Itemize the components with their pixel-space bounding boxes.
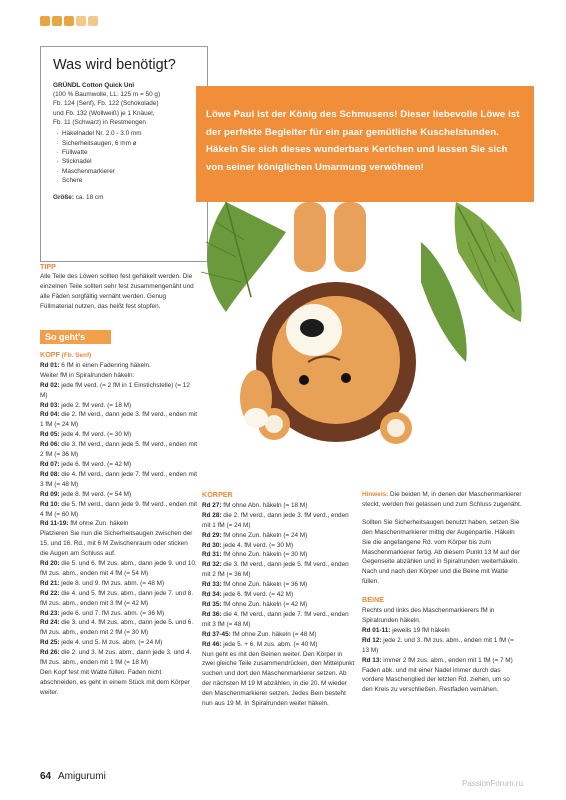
yarn-line: Fb. 124 (Senf), Fb. 122 (Schokolade) xyxy=(53,100,159,108)
magazine-name: Amigurumi xyxy=(58,771,106,782)
materials-list xyxy=(53,129,197,185)
header-tab xyxy=(64,16,74,26)
instruction-row: Rd 02: jede fM verd. (= 2 fM in 1 Einstichstelle) (= 12 M) xyxy=(40,381,190,399)
instruction-row: Rd 01: 6 fM in einen Fadenring häkeln. xyxy=(40,361,151,369)
instruction-row: Rd 30: jede 4. fM verd. (= 30 M) xyxy=(202,541,294,549)
header-tab xyxy=(88,16,98,26)
instruction-row: Rd 06: die 3. fM verd., dann jede 5. fM verd., enden mit 2 fM (= 36 M) xyxy=(40,441,198,459)
instruction-row: Weiter fM in Spiralrunden häkeln: xyxy=(40,371,135,379)
instruction-row: Rd 23: jede 6. und 7. fM zus. abm. (= 36 M) xyxy=(40,609,165,617)
size-label: Größe: xyxy=(53,193,74,201)
header-tab xyxy=(52,16,62,26)
materials-title: Was wird benötigt? xyxy=(53,57,176,73)
instruction-row: Rd 27: fM ohne Abn. häkeln (= 18 M) xyxy=(202,501,308,509)
instruction-row: Faden abk. und mit einer Nadel immer durch das vordere Maschenglied der letzten Rd. ziehen, um so den Kreis zu verschließen. Restfaden vernähen. xyxy=(362,666,510,694)
size-value: ca. 18 cm xyxy=(73,193,104,201)
instruction-row: Rd 04: die 2. fM verd., dann jede 3. fM verd., enden mit 1 fM (= 24 M) xyxy=(40,411,198,429)
instruction-row: Rd 10: die 5. fM verd., dann jede 9. fM verd., enden mit 4 fM (= 60 M) xyxy=(40,500,198,518)
materials-box xyxy=(40,46,208,262)
instruction-row: Rechts und links des Maschenmarkierers fM in Spiralrunden häkeln. xyxy=(362,607,495,624)
instruction-row: Rd 21: jede 8. und 9. fM zus. abm. (= 48 M) xyxy=(40,579,165,587)
instruction-row: Rd 05: jede 4. fM verd. (= 30 M) xyxy=(40,431,132,439)
body-heading: KÖRPER xyxy=(202,490,233,499)
hint-text: Die beiden M, in denen der Maschenmarkierer steckt, werden frei gelassen und zum Schluss zugenäht. xyxy=(362,491,522,508)
tip-heading: TIPP xyxy=(40,262,56,271)
materials-item: · Häkelnadel Nr. 2.0 - 3.0 mm xyxy=(53,129,197,138)
instruction-row: Rd 34: jede 6. fM verd. (= 42 M) xyxy=(202,591,294,599)
materials-brand: GRÜNDL Cotton Quick Uni xyxy=(53,82,135,89)
column-body xyxy=(202,490,356,709)
paragraph: Sollten Sie Sicherheitsaugen benutzt haben, setzen Sie den Maschenmarkierer mittig der Augenpartie. Häkeln Sie die angefangene Rd. vom Körper bis zum Maschenmarkierer fertig. Ab diesem Punkt 13 M auf der Gegenseite abzählen und in Spiralrunden weiterhäkeln. Nach und nach den Körper und die Beine mit Watte füllen. xyxy=(362,518,521,586)
instruction-row: Rd 37-45: fM ohne Zun. häkeln (= 48 M) xyxy=(202,630,317,638)
column-head xyxy=(40,350,198,698)
column-legs xyxy=(362,490,522,695)
instruction-row: Rd 09: jede 8. fM verd. (= 54 M) xyxy=(40,490,132,498)
tip-text: Alle Teile des Löwen sollten fest gehäkelt werden. Die einzelnen Teile sollten sehr fest zusammengenäht und alle Fäden sorgfältig vernäht werden. Genug Füllmaterial nutzen, das heißt fest stopfen. xyxy=(40,273,194,310)
materials-item: · Maschenmarkierer xyxy=(53,167,197,176)
intro-banner xyxy=(196,86,534,202)
yarn-line: und Fb. 132 (Wollweiß) je 1 Knäuel, xyxy=(53,109,155,117)
size-info xyxy=(53,194,197,201)
instruction-row: Rd 13: immer 2 fM zus. abm., enden mit 1 fM (= 7 M) xyxy=(362,656,513,664)
instruction-row: Rd 25: jede 4. und 5. M zus. abm. (= 24 M) xyxy=(40,639,163,647)
header-tab xyxy=(40,16,50,26)
instruction-row: Rd 20: die 5. und 6. fM zus. abm., dann jede 9. und 10. fM zus. abm., enden mit 4 fM (= 54 M) xyxy=(40,560,197,577)
instruction-row: Rd 29: fM ohne Zun. häkeln (= 24 M) xyxy=(202,531,308,539)
instruction-row: Rd 31: fM ohne Zun. häkeln (= 30 M) xyxy=(202,551,308,559)
instruction-row: Rd 35: fM ohne Zun. häkeln (= 42 M) xyxy=(202,600,308,608)
materials-item: · Schere xyxy=(53,176,197,185)
leaf-icon xyxy=(201,202,286,312)
header-tabs xyxy=(40,16,98,26)
instruction-row: Rd 28: die 2. fM verd., dann jede 3. fM verd., enden mit 1 fM (= 24 M) xyxy=(202,511,349,529)
section-title: So geht's xyxy=(40,330,111,344)
yarn-line: Fb. 11 (Schwarz) in Restmengen xyxy=(53,118,146,126)
instruction-row: Rd 32: die 3. fM verd., dann jede 5. fM verd., enden mit 2 fM (= 36 M) xyxy=(202,561,349,579)
lion-eye xyxy=(341,373,351,383)
instruction-row: Rd 22: die 4. und 5. fM zus. abm., dann jede 7. und 8. fM zus. abm., enden mit 3 fM (= 42 M) xyxy=(40,589,194,607)
materials-item: · Sicherheitsaugen, 6 mm ø xyxy=(53,139,197,148)
lion-nose xyxy=(300,319,324,337)
intro-text: Löwe Paul ist der König des Schmusens! Dieser liebevolle Löwe ist der perfekte Begleiter für ein paar gemütliche Kuschelstunden. Häkeln Sie sich dieses wunderbare Kerlchen und lassen Sie sich von seiner königlichen Umarmung verwöhnen! xyxy=(206,109,520,173)
instruction-row: Rd 07: jede 6. fM verd. (= 42 M) xyxy=(40,460,132,468)
instruction-row: Rd 12: jede 2. und 3. fM zus. abm., enden mit 1 fM (= 13 M) xyxy=(362,636,514,654)
instruction-row: Rd 46: jede 5. + 6. M zus. abm. (= 40 M) xyxy=(202,640,318,648)
instruction-row: Rd 36: die 4. fM verd., dann jede 7. fM verd., enden mit 3 fM (= 48 M) xyxy=(202,610,349,628)
instruction-row: Den Kopf fest mit Watte füllen. Faden nicht abschneiden, es geht in einem Stück mit dem Körper weiter. xyxy=(40,669,190,696)
instruction-row: Rd 08: die 4. fM verd., dann jede 7. fM verd., enden mit 3 fM (= 48 M) xyxy=(40,470,198,488)
instruction-row: Rd 03: jede 2. fM verd. (= 18 M) xyxy=(40,401,132,409)
materials-item: · Sticknadel xyxy=(53,157,197,166)
leaf-icon xyxy=(455,202,522,322)
instruction-row: Rd 24: die 3. und 4. fM zus. abm., dann jede 5. und 6. fM zus. abm., enden mit 2 fM (= 30 M) xyxy=(40,619,194,637)
lion-leg xyxy=(334,202,366,272)
lion-illustration xyxy=(196,202,530,468)
materials-item: · Füllwatte xyxy=(53,148,197,157)
leaf-icon xyxy=(421,242,467,362)
instruction-row: Rd 11-19: fM ohne Zun. häkeln xyxy=(40,520,129,528)
instruction-row: Rd 26: die 2. und 3. M zus. abm., dann jede 3. und 4. fM zus. abm., enden mit 1 fM (= 18 M) xyxy=(40,649,192,667)
head-heading: KOPF xyxy=(40,350,60,359)
hint xyxy=(362,490,522,510)
lion-leg xyxy=(294,202,326,272)
hint-label: Hinweis: xyxy=(362,491,389,498)
yarn-line: (100 % Baumwolle, LL: 125 m = 50 g) xyxy=(53,91,161,98)
head-heading-sub: (Fb. Senf) xyxy=(59,352,92,359)
watermark: PassionForum.ru xyxy=(462,779,523,788)
header-tab xyxy=(76,16,86,26)
instruction-row: Nun geht es mit den Beinen weiter. Den Körper in zwei gleiche Teile zusammendrücken, den Mittelpunkt suchen und dort den Maschenmarkierer setzen. Ab der nächsten M 19 M abzählen, in die 20. M wieder den Maschenmarkierer setzen. Jedes Bein besteht nun aus 19 M. In Spiralrunden weiter häkeln. xyxy=(202,650,355,708)
lion-eye xyxy=(299,375,309,385)
instruction-row: Platzieren Sie nun die Sicherheitsaugen zwischen der 15. und 16. Rd., mit 6 M Zwischenraum oder sticken die Augen am Schluss auf. xyxy=(40,530,193,558)
page-number: 64 xyxy=(40,771,52,782)
instruction-row: Rd 33: fM ohne Zun. häkeln (= 36 M) xyxy=(202,581,308,589)
legs-heading: BEINE xyxy=(362,595,384,605)
instruction-row: Rd 01-11: jeweils 19 fM häkeln xyxy=(362,626,450,634)
